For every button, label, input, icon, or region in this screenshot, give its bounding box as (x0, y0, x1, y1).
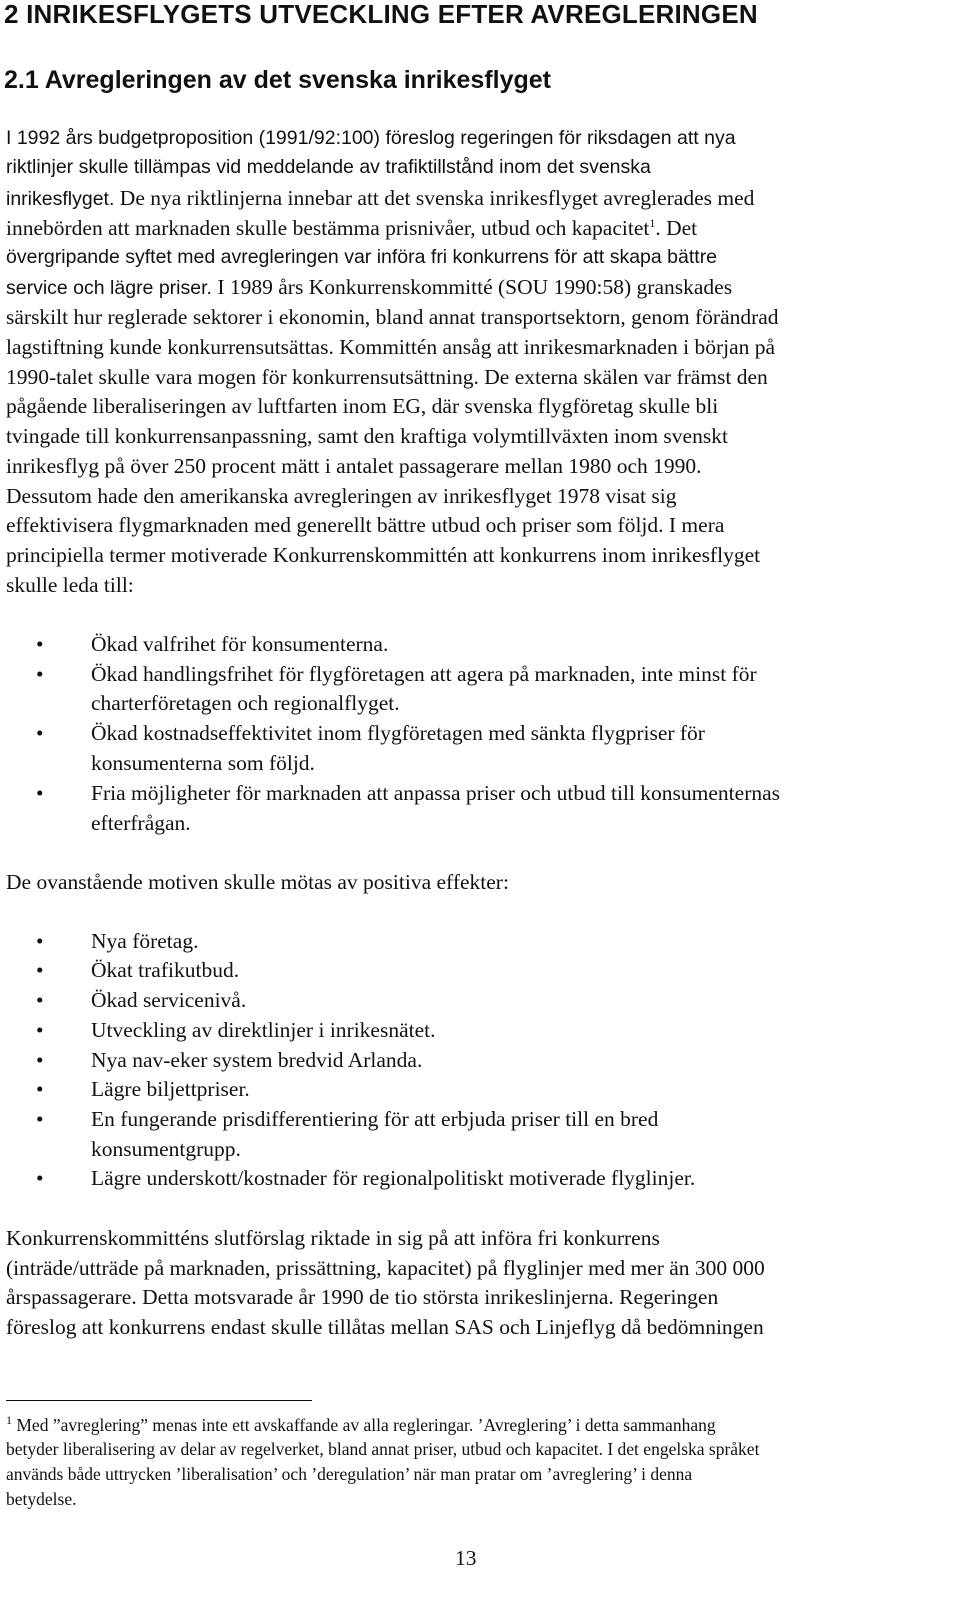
paragraph-line: Konkurrenskommitténs slutförslag riktade in sig på att införa fri konkurrens (6, 1226, 660, 1250)
text-segment: De nya riktlinjerna innebar att det svenska inrikesflyget avreglerades med (119, 186, 755, 210)
paragraph-line: övergripande syftet med avregleringen var införa fri konkurrens för att skapa bättre (6, 246, 718, 268)
bullet-marker: • (36, 1018, 44, 1042)
footnote-marker: 1 (6, 1413, 12, 1428)
bullet-marker: • (36, 988, 44, 1012)
paragraph-line: 1990-talet skulle vara mogen för konkurrensutsättning. De externa skälen var främst den (6, 365, 768, 389)
text-segment: innebörden att marknaden skulle bestämma prisnivåer, utbud och kapacitet (6, 216, 650, 240)
bullet-marker: • (36, 662, 44, 686)
paragraph-line: årspassagerare. Detta motsvarade år 1990 de tio största inrikeslinjerna. Regeringen (6, 1285, 719, 1309)
page-number: 13 (455, 1546, 477, 1570)
paragraph-line: tvingade till konkurrensanpassning, samt den kraftiga volymtillväxten inom svenskt (6, 424, 728, 448)
text-segment: inrikesflyget. (6, 188, 120, 210)
footnote-line: används både uttrycken ’liberalisation’ och ’deregulation’ när man pratar om ’avreglering’ i denna (6, 1464, 693, 1484)
footnote-line: betyder liberalisering av delar av regelverket, bland annat priser, utbud och kapacitet. I det engelska språket (6, 1439, 760, 1459)
list-item: Nya företag. (91, 929, 199, 953)
bullet-marker: • (36, 1077, 44, 1101)
footnote-line (6, 1415, 716, 1436)
paragraph-line: inrikesflyg på över 250 procent mätt i antalet passagerare mellan 1980 och 1990. (6, 454, 702, 478)
bullet-marker: • (36, 721, 44, 745)
paragraph-line: pågående liberaliseringen av luftfarten inom EG, där svenska flygföretag skulle bli (6, 394, 719, 418)
list-item: Ökad valfrihet för konsumenterna. (91, 632, 389, 656)
list-item-continuation: efterfrågan. (91, 811, 191, 835)
list-item: Nya nav-eker system bredvid Arlanda. (91, 1048, 423, 1072)
bullet-marker: • (36, 781, 44, 805)
paragraph-line: föreslog att konkurrens endast skulle tillåtas mellan SAS och Linjeflyg då bedömningen (6, 1315, 764, 1339)
paragraph-line (6, 186, 754, 211)
paragraph-line: effektivisera flygmarknaden med generellt bättre utbud och priser som följd. I mera (6, 513, 725, 537)
paragraph-2: De ovanstående motiven skulle mötas av positiva effekter: (6, 870, 509, 894)
footnote-separator (6, 1400, 312, 1401)
list-item: En fungerande prisdifferentiering för att erbjuda priser till en bred (91, 1107, 659, 1131)
list-item: Ökad servicenivå. (91, 988, 247, 1012)
text-segment: I 1989 års Konkurrenskommitté (SOU 1990:58) granskades (217, 275, 733, 299)
bullet-marker: • (36, 958, 44, 982)
footnote-line: betydelse. (6, 1489, 77, 1509)
paragraph-line: lagstiftning kunde konkurrensutsättas. Kommittén ansåg att inrikesmarknaden i början på (6, 335, 776, 359)
paragraph-line: (inträde/utträde på marknaden, prissättning, kapacitet) på flyglinjer med mer än 300 000 (6, 1256, 765, 1280)
list-item: Lägre biljettpriser. (91, 1077, 250, 1101)
section-heading: 2.1 Avregleringen av det svenska inrikesflyget (4, 66, 552, 94)
paragraph-line: I 1992 års budgetproposition (1991/92:100) föreslog regeringen för riksdagen att nya (6, 127, 736, 149)
paragraph-line: skulle leda till: (6, 573, 134, 597)
bullet-marker: • (36, 632, 44, 656)
chapter-heading: 2 INRIKESFLYGETS UTVECKLING EFTER AVREGLERINGEN (4, 0, 758, 29)
bullet-marker: • (36, 929, 44, 953)
list-item: Utveckling av direktlinjer i inrikesnätet. (91, 1018, 436, 1042)
list-item: Ökad handlingsfrihet för flygföretagen att agera på marknaden, inte minst för (91, 662, 757, 686)
bullet-marker: • (36, 1107, 44, 1131)
paragraph-line: särskilt hur reglerade sektorer i ekonomin, bland annat transportsektorn, genom förändrad (6, 305, 779, 329)
paragraph-line: principiella termer motiverade Konkurrenskommittén att konkurrens inom inrikesflyget (6, 543, 761, 567)
list-item: Fria möjligheter för marknaden att anpassa priser och utbud till konsumenternas (91, 781, 781, 805)
footnote-reference: 1 (649, 215, 656, 230)
list-item-continuation: charterföretagen och regionalflyget. (91, 691, 400, 715)
list-item-continuation: konsumenterna som följd. (91, 751, 315, 775)
list-item: Ökat trafikutbud. (91, 958, 240, 982)
bullet-marker: • (36, 1166, 44, 1190)
paragraph-line (6, 275, 732, 300)
bullet-marker: • (36, 1048, 44, 1072)
text-segment: service och lägre priser. (6, 277, 218, 299)
paragraph-line: Dessutom hade den amerikanska avregleringen av inrikesflyget 1978 visat sig (6, 484, 677, 508)
paragraph-line (6, 216, 697, 241)
paragraph-line: riktlinjer skulle tillämpas vid meddelande av trafiktillstånd inom det svenska (6, 156, 651, 178)
list-item: Ökad kostnadseffektivitet inom flygföretagen med sänkta flygpriser för (91, 721, 705, 745)
text-segment: . Det (655, 216, 698, 240)
list-item: Lägre underskott/kostnader för regionalpolitiskt motiverade flyglinjer. (91, 1166, 696, 1190)
list-item-continuation: konsumentgrupp. (91, 1137, 241, 1161)
text-segment: Med ”avreglering” menas inte ett avskaffande av alla regleringar. ’Avreglering’ i detta sammanhang (12, 1415, 716, 1435)
